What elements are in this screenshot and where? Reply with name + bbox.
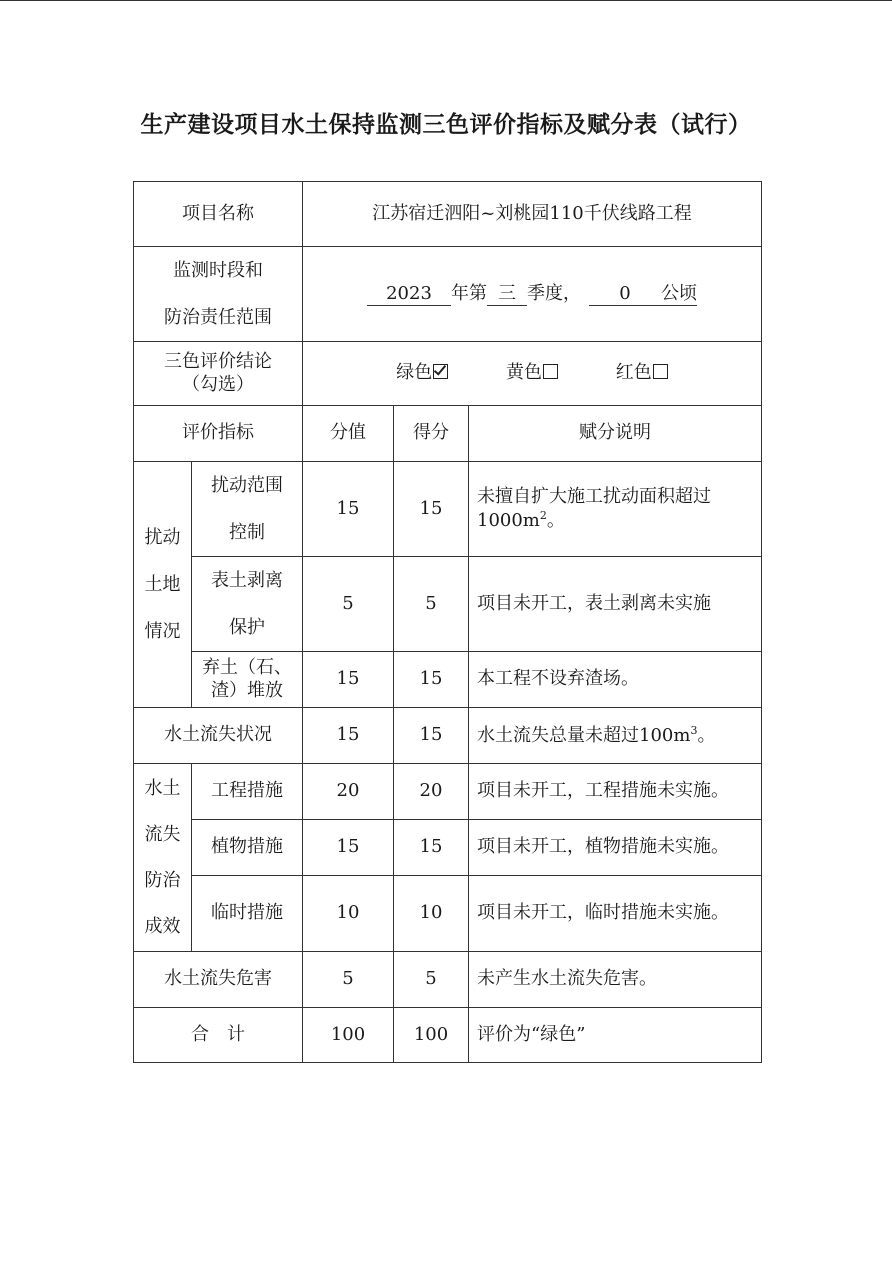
conclusion-options bbox=[303, 342, 762, 406]
total-row bbox=[134, 1008, 762, 1063]
conclusion-label bbox=[134, 342, 303, 406]
quarter-field: 三 bbox=[487, 283, 527, 306]
option-red[interactable]: 红色 bbox=[616, 362, 668, 383]
period-label-line1: 监测时段和 bbox=[173, 260, 263, 281]
indicator-name: 工程措施 bbox=[192, 764, 303, 820]
score-cell: 5 bbox=[303, 557, 394, 652]
year-suffix: 年第 bbox=[451, 282, 487, 304]
desc-cell: 项目未开工，工程措施未实施。 bbox=[469, 764, 762, 820]
checkbox-empty-icon[interactable] bbox=[543, 364, 558, 379]
got-cell: 10 bbox=[394, 876, 469, 952]
desc-cell: 未擅自扩大施工扰动面积超过$1000m^2$。 bbox=[469, 462, 762, 557]
category-prevention: 水土 流失 防治 成效 bbox=[134, 764, 192, 952]
period-label-line2: 防治责任范围 bbox=[164, 307, 272, 328]
total-got: 100 bbox=[394, 1008, 469, 1063]
header-got: 得分 bbox=[394, 406, 469, 462]
got-cell: 15 bbox=[394, 652, 469, 708]
category-disturbance: 扰动 土地 情况 bbox=[134, 462, 192, 708]
desc-cell: 项目未开工，表土剥离未实施 bbox=[469, 557, 762, 652]
got-cell: 15 bbox=[394, 820, 469, 876]
option-yellow[interactable]: 黄色 bbox=[506, 362, 558, 383]
score-cell: 15 bbox=[303, 462, 394, 557]
score-cell: 15 bbox=[303, 820, 394, 876]
table-row bbox=[134, 952, 762, 1008]
indicator-name: 植物措施 bbox=[192, 820, 303, 876]
score-cell: 15 bbox=[303, 708, 394, 764]
indicator-name: 弃土（石、 渣）堆放 bbox=[192, 652, 303, 708]
area-field: 0 bbox=[589, 283, 661, 306]
score-cell: 15 bbox=[303, 652, 394, 708]
row-conclusion bbox=[134, 342, 762, 406]
top-border-line bbox=[0, 0, 892, 1]
got-cell: 15 bbox=[394, 462, 469, 557]
project-name-label: 项目名称 bbox=[134, 182, 303, 247]
desc-cell: 项目未开工，植物措施未实施。 bbox=[469, 820, 762, 876]
total-score: 100 bbox=[303, 1008, 394, 1063]
score-cell: 5 bbox=[303, 952, 394, 1008]
desc-cell: 项目未开工，临时措施未实施。 bbox=[469, 876, 762, 952]
row-project-name bbox=[134, 182, 762, 247]
total-desc: 评价为“绿色” bbox=[469, 1008, 762, 1063]
table-row bbox=[134, 652, 762, 708]
score-cell: 10 bbox=[303, 876, 394, 952]
table-row bbox=[134, 462, 762, 557]
table-row bbox=[134, 876, 762, 952]
got-cell: 5 bbox=[394, 557, 469, 652]
conclusion-label-line1: 三色评价结论 bbox=[164, 351, 272, 372]
header-score: 分值 bbox=[303, 406, 394, 462]
period-value bbox=[303, 247, 762, 342]
table-row bbox=[134, 557, 762, 652]
desc-cell: 本工程不设弃渣场。 bbox=[469, 652, 762, 708]
desc-cell: 水土流失总量未超过$100m^3$。 bbox=[469, 708, 762, 764]
project-name-value: 江苏宿迁泗阳~刘桃园110千伏线路工程 bbox=[303, 182, 762, 247]
checkbox-checked-icon[interactable] bbox=[433, 364, 448, 379]
header-desc: 赋分说明 bbox=[469, 406, 762, 462]
year-field: 2023 bbox=[367, 283, 451, 306]
period-label bbox=[134, 247, 303, 342]
row-headers bbox=[134, 406, 762, 462]
checkbox-empty-icon[interactable] bbox=[653, 364, 668, 379]
row-period bbox=[134, 247, 762, 342]
option-green[interactable]: 绿色 bbox=[396, 362, 448, 383]
header-indicator: 评价指标 bbox=[134, 406, 303, 462]
indicator-name: 扰动范围 控制 bbox=[192, 462, 303, 557]
indicator-name: 水土流失状况 bbox=[134, 708, 303, 764]
quarter-suffix: 季度， bbox=[527, 282, 581, 304]
area-unit: 公顷 bbox=[661, 282, 697, 304]
evaluation-table bbox=[133, 181, 762, 1063]
got-cell: 20 bbox=[394, 764, 469, 820]
table-row bbox=[134, 820, 762, 876]
indicator-name: 临时措施 bbox=[192, 876, 303, 952]
table-row bbox=[134, 708, 762, 764]
got-cell: 15 bbox=[394, 708, 469, 764]
desc-cell: 未产生水土流失危害。 bbox=[469, 952, 762, 1008]
page-title: 生产建设项目水土保持监测三色评价指标及赋分表（试行） bbox=[140, 112, 752, 138]
indicator-name: 水土流失危害 bbox=[134, 952, 303, 1008]
score-cell: 20 bbox=[303, 764, 394, 820]
indicator-name: 表土剥离 保护 bbox=[192, 557, 303, 652]
got-cell: 5 bbox=[394, 952, 469, 1008]
conclusion-label-line2: （勾选） bbox=[182, 373, 254, 395]
total-label: 合 计 bbox=[134, 1008, 303, 1063]
table-row bbox=[134, 764, 762, 820]
